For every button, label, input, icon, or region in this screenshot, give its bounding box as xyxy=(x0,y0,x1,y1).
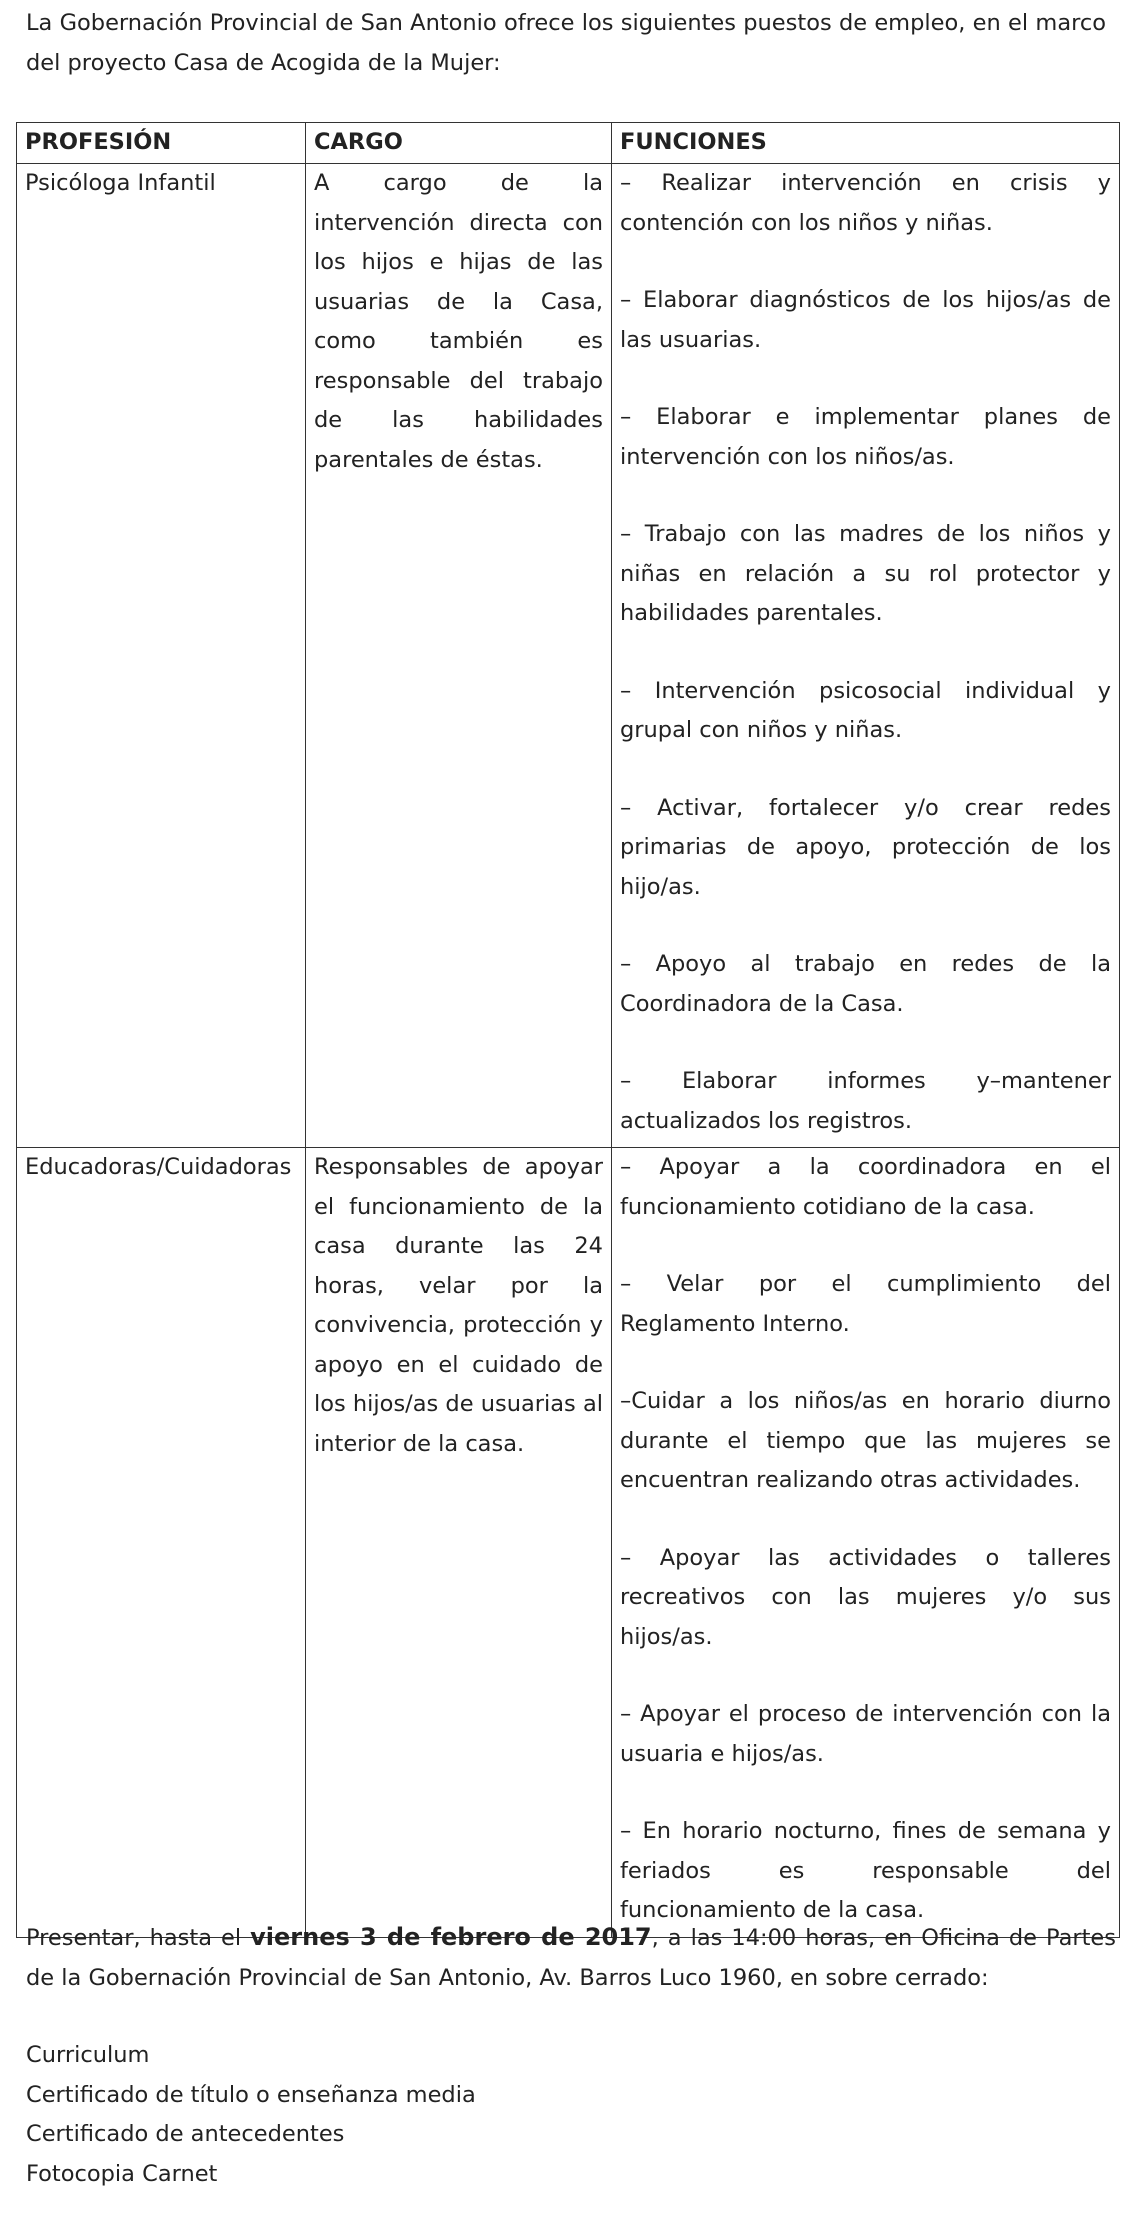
function-item: – Trabajo con las madres de los niños y niñas en relación a su rol protector y habilidades parentales. xyxy=(620,521,1111,626)
function-item: –Cuidar a los niños/as en horario diurno durante el tiempo que las mujeres se encuentran realizando otras actividades. xyxy=(620,1388,1111,1493)
cargo-cell: A cargo de la intervención directa con los hijos e hijas de las usuarias de la Casa, como también es responsable del trabajo de las habilidades parentales de éstas. xyxy=(306,164,612,1148)
submission-instructions xyxy=(26,1918,1116,1998)
function-item: – Apoyar las actividades o talleres recreativos con las mujeres y/o sus hijos/as. xyxy=(620,1544,1111,1650)
function-item: – Apoyar a la coordinadora en el funcionamiento cotidiano de la casa. xyxy=(620,1154,1111,1220)
funciones-cell xyxy=(612,164,1120,1148)
table-row xyxy=(17,1148,1120,1938)
function-item: – Intervención psicosocial individual y grupal con niños y niñas. xyxy=(620,677,1111,743)
list-item: Fotocopia Carnet xyxy=(26,2160,218,2187)
required-documents-list xyxy=(26,2036,476,2194)
deadline-date: viernes 3 de febrero de 2017 xyxy=(250,1923,652,1951)
function-item: – Elaborar informes y–mantener actualizados los registros. xyxy=(620,1068,1111,1134)
list-item: Certificado de título o enseñanza media xyxy=(26,2081,476,2108)
list-item: Curriculum xyxy=(26,2042,150,2068)
function-item: – Apoyo al trabajo en redes de la Coordinadora de la Casa. xyxy=(620,951,1111,1017)
profesion-cell: Psicóloga Infantil xyxy=(17,164,306,1148)
table-header-row xyxy=(17,123,1120,164)
list-item: Certificado de antecedentes xyxy=(26,2121,345,2147)
function-item: – Velar por el cumplimiento del Reglamento Interno. xyxy=(620,1271,1111,1337)
funciones-cell xyxy=(612,1148,1120,1938)
function-item: – Realizar intervención en crisis y contención con los niños y niñas. xyxy=(620,170,1111,236)
header-profesion: PROFESIÓN xyxy=(17,123,306,164)
header-funciones: FUNCIONES xyxy=(612,123,1120,164)
submission-suffix: , a las 14:00 horas, en Oficina de Partes de la Gobernación Provincial de San Antonio, Av. Barros Luco 1960, en sobre cerrado: xyxy=(26,1925,1117,1991)
header-cargo: CARGO xyxy=(306,123,612,164)
jobs-table xyxy=(16,122,1120,1938)
function-item: – Elaborar e implementar planes de intervención con los niños/as. xyxy=(620,404,1111,470)
cargo-cell: Responsables de apoyar el funcionamiento de la casa durante las 24 horas, velar por la convivencia, protección y apoyo en el cuidado de los hijos/as de usuarias al interior de la casa. xyxy=(306,1148,612,1938)
intro-paragraph: La Gobernación Provincial de San Antonio ofrece los siguientes puestos de empleo, en el marco del proyecto Casa de Acogida de la Mujer: xyxy=(26,10,1106,76)
function-item: – Elaborar diagnósticos de los hijos/as de las usuarias. xyxy=(620,287,1111,353)
submission-prefix: Presentar, hasta el xyxy=(26,1925,251,1951)
function-item: – Apoyar el proceso de intervención con la usuaria e hijos/as. xyxy=(620,1701,1111,1767)
function-item: – Activar, fortalecer y/o crear redes primarias de apoyo, protección de los hijo/as. xyxy=(620,794,1111,900)
table-row xyxy=(17,164,1120,1148)
submission-paragraph xyxy=(26,1918,1116,1998)
profesion-cell: Educadoras/Cuidadoras xyxy=(17,1148,306,1938)
function-item: – En horario nocturno, fines de semana y feriados es responsable del funcionamiento de la casa. xyxy=(620,1818,1111,1923)
